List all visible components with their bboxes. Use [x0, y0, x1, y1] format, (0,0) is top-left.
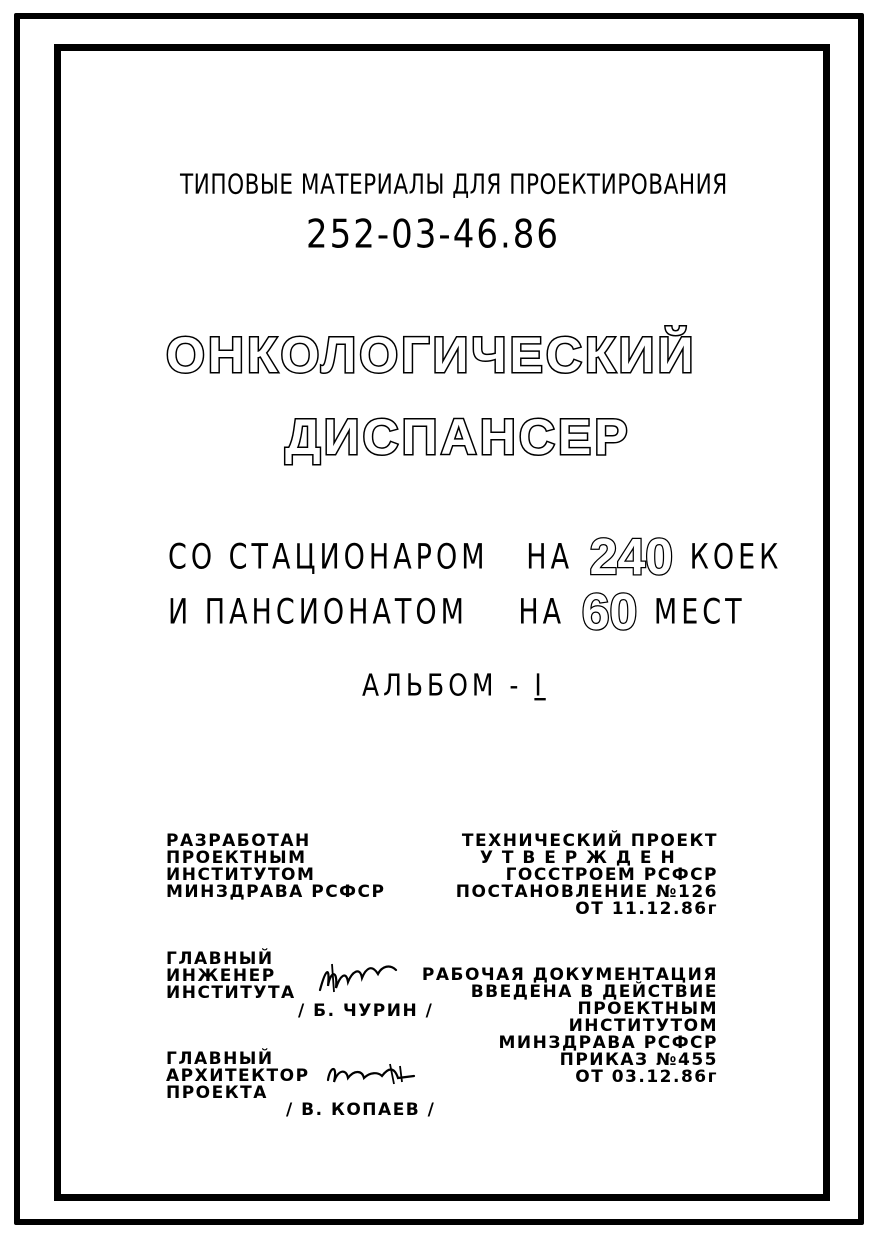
chief-engineer-line: ГЛАВНЫЙ — [166, 949, 274, 969]
subtitle-row1-suffix: КОЕК — [689, 537, 783, 578]
chief-architect-name: / В. КОПАЕВ / — [286, 1100, 436, 1120]
album-number: I — [534, 668, 546, 703]
working-docs-line: ВВЕДЕНА В ДЕЙСТВИЕ — [470, 982, 718, 1002]
working-docs-block — [418, 967, 718, 1086]
approval-line: ГОССТРОЕМ РСФСР — [505, 865, 718, 885]
beds-count: 240 — [589, 528, 674, 586]
approval-line: ОТ 11.12.86г — [575, 899, 718, 919]
chief-engineer-block — [166, 951, 296, 1002]
developer-line: РАЗРАБОТАН — [166, 831, 311, 851]
chief-architect-line: АРХИТЕКТОР — [166, 1066, 310, 1086]
chief-architect-block — [166, 1051, 310, 1102]
subtitle-row2-prefix: И ПАНСИОНАТОМ — [168, 592, 468, 633]
document-code: 252-03-46.86 — [306, 212, 561, 258]
chief-architect-line: ГЛАВНЫЙ — [166, 1049, 274, 1069]
subtitle-row1-prefix: СО СТАЦИОНАРОМ — [168, 537, 489, 578]
chief-engineer-line: ИНСТИТУТА — [166, 983, 296, 1003]
album-label — [362, 668, 546, 703]
working-docs-line: ПРИКАЗ №455 — [559, 1050, 718, 1070]
developer-line: ПРОЕКТНЫМ — [166, 848, 307, 868]
chief-architect-line: ПРОЕКТА — [166, 1083, 268, 1103]
main-title-line1: ОНКОЛОГИЧЕСКИЙ — [166, 327, 697, 383]
working-docs-line: ОТ 03.12.86г — [575, 1067, 718, 1087]
chief-architect-signature — [324, 1060, 420, 1090]
chief-engineer-signature — [312, 958, 402, 998]
subtitle-row1-mid: НА — [526, 537, 574, 578]
chief-engineer-name: / Б. ЧУРИН / — [298, 1001, 434, 1021]
developer-line: МИНЗДРАВА РСФСР — [166, 882, 386, 902]
working-docs-line: МИНЗДРАВА РСФСР — [498, 1033, 718, 1053]
working-docs-line: ПРОЕКТНЫМ — [577, 999, 718, 1019]
working-docs-line: РАБОЧАЯ ДОКУМЕНТАЦИЯ — [421, 965, 718, 985]
subtitle-row2-suffix: МЕСТ — [653, 592, 746, 633]
approval-line: ТЕХНИЧЕСКИЙ ПРОЕКТ — [461, 831, 718, 851]
chief-engineer-line: ИНЖЕНЕР — [166, 966, 276, 986]
series-title: ТИПОВЫЕ МАТЕРИАЛЫ ДЛЯ ПРОЕКТИРОВАНИЯ — [180, 168, 728, 201]
main-title-line2: ДИСПАНСЕР — [285, 409, 631, 465]
subtitle-row2 — [168, 574, 746, 649]
developer-block — [166, 833, 385, 901]
developer-line: ИНСТИТУТОМ — [166, 865, 316, 885]
approval-line: ПОСТАНОВЛЕНИЕ №126 — [455, 882, 718, 902]
approval-block — [438, 833, 718, 918]
approval-line: У Т В Е Р Ж Д Е Н — [479, 848, 677, 868]
subtitle-row2-mid: НА — [518, 592, 566, 633]
working-docs-line: ИНСТИТУТОМ — [568, 1016, 718, 1036]
album-text: АЛЬБОМ - — [362, 668, 523, 703]
places-count: 60 — [581, 583, 638, 641]
